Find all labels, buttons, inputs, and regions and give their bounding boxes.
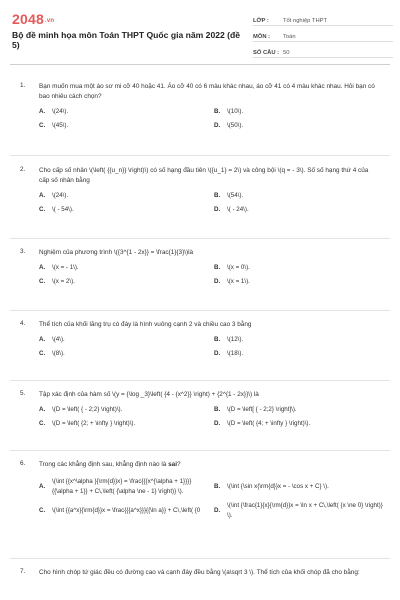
info-value: Tốt nghiệp THPT	[283, 18, 328, 24]
option-b[interactable]: B. \(54\).	[214, 192, 244, 199]
info-value: 50	[283, 50, 290, 56]
info-key: MÔN :	[253, 34, 271, 40]
question-number: 5.	[20, 390, 26, 397]
question-3	[0, 248, 400, 291]
question-separator	[10, 238, 390, 239]
question-4	[0, 320, 400, 363]
info-row-class	[253, 12, 393, 26]
header	[0, 0, 400, 60]
question-separator	[10, 155, 390, 156]
question-number: 4.	[20, 320, 26, 327]
options	[39, 107, 389, 131]
option-b[interactable]: B. \(\int {\sin x{\rm{d}}x = - \cos x + C} \).	[214, 483, 329, 490]
question-text: Bạn muốn mua một áo sơ mi cỡ 40 hoặc 41. Áo cỡ 40 có 6 màu khác nhau, áo cỡ 41 có 4 màu khác nhau. Hỏi bạn có bao nhiêu cách chọn?	[39, 83, 375, 100]
question-6	[0, 460, 400, 525]
option-d[interactable]: D. \( - 24\).	[214, 206, 249, 213]
info-panel	[253, 12, 393, 60]
options	[39, 191, 389, 215]
option-b[interactable]: B. \(x = 0\).	[214, 264, 250, 271]
question-text: Trong các khẳng định sau, khẳng định nào là sai?	[39, 461, 181, 468]
question-7	[0, 568, 391, 578]
option-a[interactable]: A. \(4\).	[39, 336, 65, 343]
option-d[interactable]: D. \(x = 1\).	[214, 278, 250, 285]
question-separator	[10, 310, 390, 311]
option-c[interactable]: C. \( - 54\).	[39, 206, 74, 213]
question-number: 7.	[20, 568, 26, 575]
option-d[interactable]: D. \(\int {\frac{1}{x}{\rm{d}}x = \ln x + C\,\left( {x \ne 0} \right)} \).	[214, 502, 383, 519]
option-a[interactable]: A. \(x = - 1\).	[39, 264, 79, 271]
question-number: 3.	[20, 248, 26, 255]
question-number: 6.	[20, 460, 26, 467]
option-d[interactable]: D. \(18\).	[214, 350, 244, 357]
option-c[interactable]: C. \(x = 2\).	[39, 278, 75, 285]
option-a[interactable]: A. \(D = \left( { - 2;2} \right)\).	[39, 406, 123, 413]
options	[39, 405, 389, 429]
emphasis-word: sai	[168, 461, 177, 468]
info-key: SỐ CÂU :	[253, 50, 280, 56]
info-key: LỚP :	[253, 18, 269, 24]
question-text: Tập xác định của hàm số \(y = {\log _3}\left( {4 - {x^2}} \right) + {2^{1 - 2x}}\) là	[39, 391, 259, 398]
question-1	[0, 82, 400, 135]
question-text: Cho hình chóp tứ giác đều có đường cao và cạnh đáy đều bằng \(a\sqrt 3 \). Thể tích của khối chóp đã cho bằng:	[39, 569, 360, 576]
question-number: 1.	[20, 82, 26, 89]
option-d[interactable]: D. \(D = \left( {4; + \infty } \right)\).	[214, 420, 311, 427]
option-a[interactable]: A. \(24\).	[39, 108, 69, 115]
option-b[interactable]: B. \(12\).	[214, 336, 244, 343]
options	[39, 263, 389, 287]
question-text: Cho cấp số nhân \(\left( {{u_n}} \right)\) có số hạng đầu tiên \({u_1} = 2\) và công bội \(q = - 3\). Số số hạng thứ 4 của cấp số nhân bằng	[39, 167, 369, 184]
question-text: Thể tích của khối lăng trụ có đáy là hình vuông cạnh 2 và chiều cao 3 bằng	[39, 321, 252, 328]
option-a[interactable]: A. \(24\).	[39, 192, 69, 199]
document-title: Bộ đề minh họa môn Toán THPT Quốc gia năm 2022 (đề 5)	[12, 30, 241, 50]
info-row-subject	[253, 28, 393, 42]
option-c[interactable]: C. \(D = \left( {2; + \infty } \right)\).	[39, 420, 136, 427]
question-2	[0, 166, 400, 219]
question-text: Nghiệm của phương trình \({3^{1 - 2x}} = \frac{1}{3}\)là	[39, 249, 194, 256]
option-c[interactable]: C. \(\int {{a^x}{\rm{d}}x = \frac{{{a^x}}}{{\ln a}} + C\,\left( {0	[39, 507, 201, 514]
info-value: Toán	[283, 34, 296, 40]
header-divider	[10, 64, 390, 65]
option-d[interactable]: D. \(50\).	[214, 122, 244, 129]
brand-logo[interactable]: 2048.vn	[12, 11, 55, 27]
options	[39, 477, 389, 521]
option-a[interactable]: A. \(\int {{x^\alpha }{\rm{d}}x} = \frac{{{x^{\alpha + 1}}}}{{\alpha + 1}} + C\,\left( {\alpha \ne - 1} \right)} \).	[39, 478, 192, 495]
option-c[interactable]: C. \(8\).	[39, 350, 65, 357]
option-b[interactable]: B. \(10\).	[214, 108, 244, 115]
info-row-count	[253, 44, 393, 58]
question-number: 2.	[20, 166, 26, 173]
question-separator	[10, 380, 390, 381]
options	[39, 335, 389, 359]
question-separator	[10, 450, 390, 451]
option-c[interactable]: C. \(45\).	[39, 122, 69, 129]
question-5	[0, 390, 400, 433]
option-b[interactable]: B. \(D = \left[ { - 2;2} \right]\).	[214, 406, 297, 413]
question-separator	[10, 558, 390, 559]
